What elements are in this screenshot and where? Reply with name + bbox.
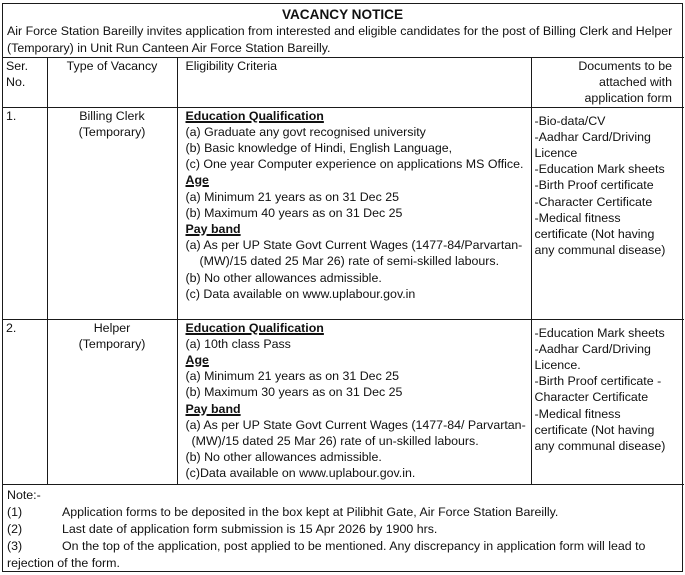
row-type: Helper (Temporary) bbox=[47, 319, 177, 484]
table-row bbox=[3, 107, 684, 319]
header-type: Type of Vacancy bbox=[47, 58, 177, 108]
row-serno: 2. bbox=[3, 319, 47, 484]
row-documents: -Education Mark sheets -Aadhar Card/Driving Licence. -Birth Proof certificate - Character Certificate -Medical fitness certificate (Not having any communal disease) bbox=[531, 319, 684, 484]
table-header-row bbox=[3, 58, 684, 108]
edu-heading: Education Qualification bbox=[185, 108, 324, 123]
row-criteria: Education Qualification (a) 10th class Pass Age (a) Minimum 21 years as on 31 Dec 25 (b) Maximum 30 years as on 31 Dec 25 Pay band (a) As per UP State Govt Current Wages (1477-84/ Parvartan- (MW)/15 dated 25 Mar 26) rate of un-skilled labours. (b) No other allowances admissible. (c)Data available on www.uplabour.gov.in. bbox=[177, 319, 531, 484]
header-serno: Ser. No. bbox=[3, 58, 47, 108]
notes-section bbox=[3, 485, 682, 572]
notice-intro: Air Force Station Bareilly invites application from interested and eligible candidates for the post of Billing Clerk and Helper (Temporary) in Unit Run Canteen Air Force Station Bareilly. bbox=[7, 24, 673, 55]
vacancy-table bbox=[3, 57, 684, 485]
age-heading: Age bbox=[185, 173, 209, 188]
note-continuation: rejection of the form. bbox=[7, 555, 120, 570]
note-item: (1) Application forms to be deposited in the box kept at Pilibhit Gate, Air Force Station Bareilly. bbox=[7, 504, 559, 519]
pay-heading: Pay band bbox=[185, 401, 241, 416]
notice-title: VACANCY NOTICE bbox=[281, 7, 404, 22]
row-criteria: Education Qualification (a) Graduate any govt recognised university (b) Basic knowledge of Hindi, English Language, (c) One year Computer experience on applications MS Office. Age (a) Minimum 21 years as on 31 Dec 25 (b) Maximum 40 years as on 31 Dec 25 Pay band (a) As per UP State Govt Current Wages (1477-84/Parvartan- (MW)/15 dated 25 Mar 26) rate of semi-skilled labours. (b) No other allowances admissible. (c) Data available on www.uplabour.gov.in bbox=[177, 107, 531, 319]
header-documents: Documents to be attached with application form bbox=[531, 58, 684, 108]
notes-heading: Note:- bbox=[7, 487, 41, 502]
note-item: (2) Last date of application form submission is 15 Apr 2026 by 1900 hrs. bbox=[7, 521, 438, 536]
edu-heading: Education Qualification bbox=[185, 320, 324, 335]
note-item: (3) On the top of the application, post applied to be mentioned. Any discrepancy in application form will lead to bbox=[7, 538, 646, 553]
header-criteria: Eligibility Criteria bbox=[177, 58, 531, 108]
row-type: Billing Clerk (Temporary) bbox=[47, 107, 177, 319]
vacancy-notice bbox=[2, 3, 683, 572]
age-heading: Age bbox=[185, 353, 209, 368]
row-documents: -Bio-data/CV -Aadhar Card/Driving Licence -Education Mark sheets -Birth Proof certificate -Character Certificate -Medical fitness certificate (Not having any communal disease) bbox=[531, 107, 684, 319]
table-row bbox=[3, 319, 684, 484]
row-serno: 1. bbox=[3, 107, 47, 319]
pay-heading: Pay band bbox=[185, 222, 241, 237]
